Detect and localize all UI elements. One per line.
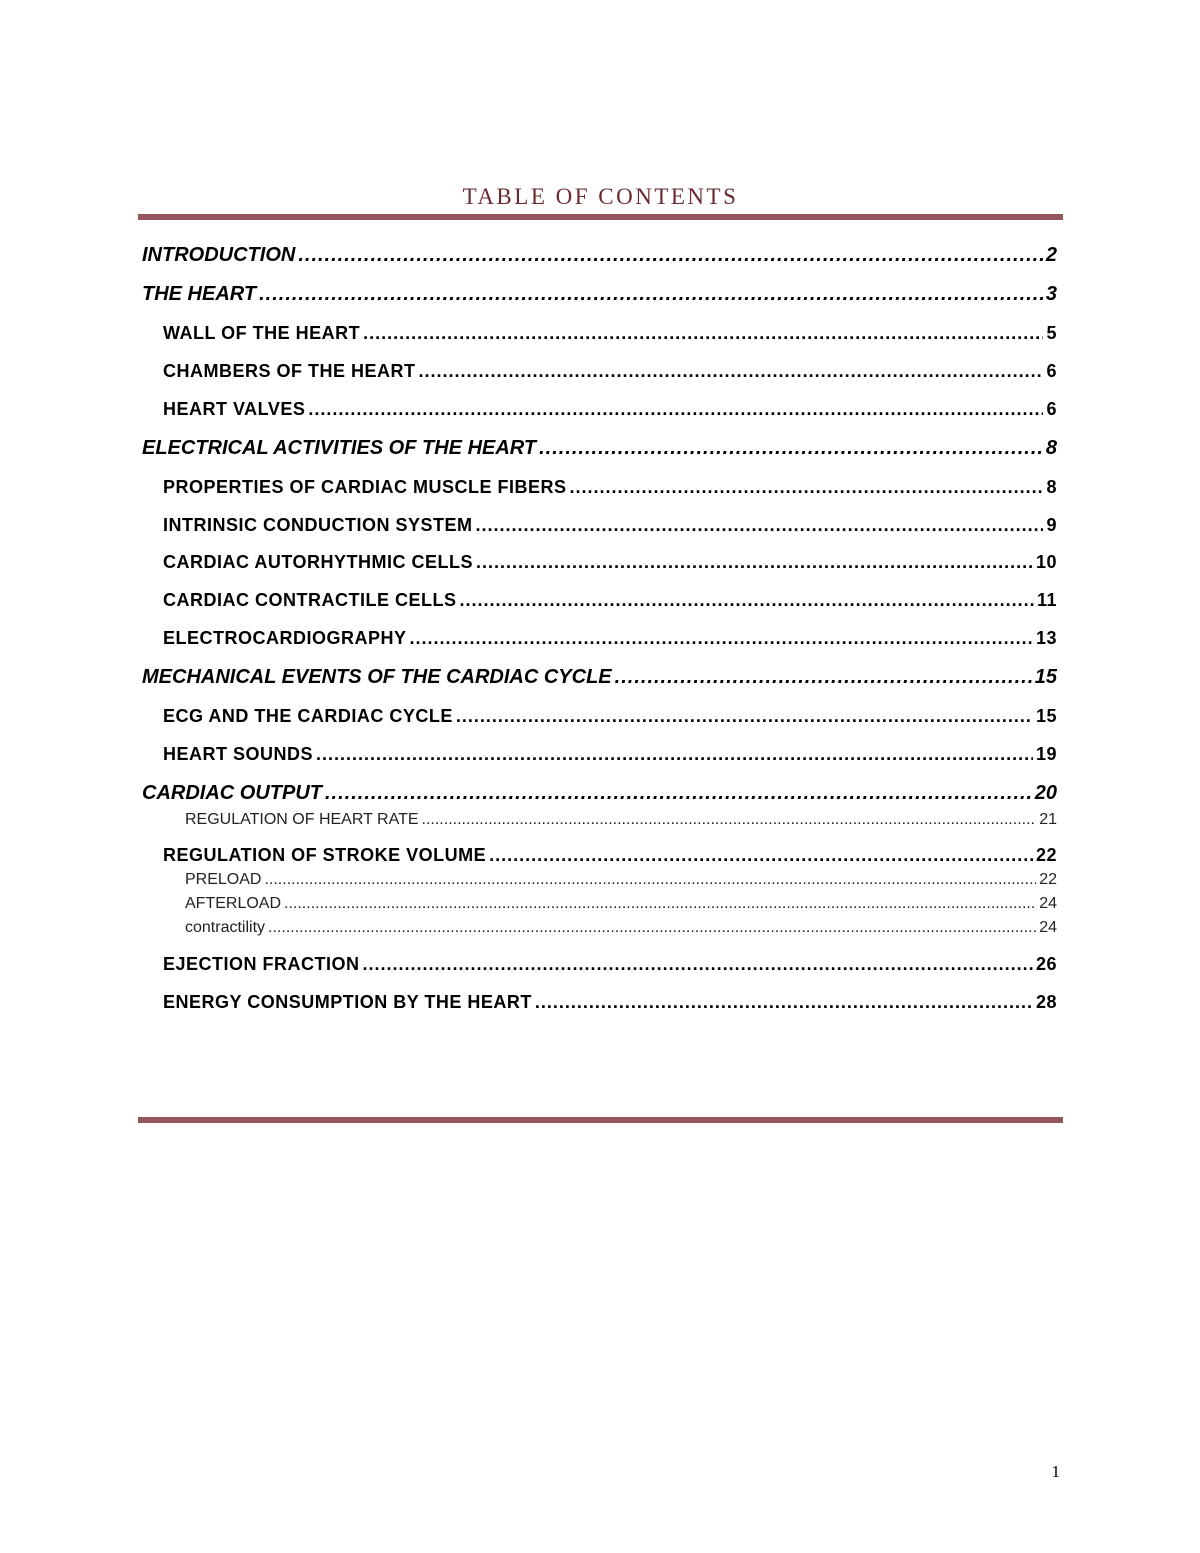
- dot-leader: [325, 782, 1032, 805]
- toc-entry-page: 5: [1046, 323, 1057, 343]
- toc-entry-label: WALL OF THE HEART: [163, 323, 361, 343]
- toc-entry-label: REGULATION OF HEART RATE: [185, 811, 419, 828]
- dot-leader: [410, 628, 1033, 649]
- toc-entry-heart-valves[interactable]: [163, 399, 1057, 420]
- toc-entry-wall-of-the-heart[interactable]: [163, 323, 1057, 344]
- toc-entry-page: 22: [1039, 871, 1057, 888]
- toc-entry-label: CARDIAC AUTORHYTHMIC CELLS: [163, 552, 473, 572]
- toc-entry-label: THE HEART: [142, 283, 257, 305]
- toc-entry-page: 24: [1039, 919, 1057, 936]
- toc-entry-properties-of-cardiac-muscle-fibers[interactable]: [163, 477, 1057, 498]
- dot-leader: [308, 399, 1043, 420]
- toc-entry-preload[interactable]: [185, 871, 1057, 889]
- toc-entry-page: 3: [1045, 283, 1057, 305]
- toc-entry-page: 9: [1046, 515, 1057, 535]
- toc-entry-page: 26: [1035, 954, 1057, 974]
- toc-entry-label: ELECTROCARDIOGRAPHY: [163, 628, 407, 648]
- page-number: 1: [1051, 1462, 1060, 1481]
- dot-leader: [268, 919, 1036, 937]
- dot-leader: [363, 954, 1033, 975]
- toc-entry-label: REGULATION OF STROKE VOLUME: [163, 845, 487, 865]
- toc-entry-label: CARDIAC OUTPUT: [142, 782, 322, 804]
- dot-leader: [419, 361, 1044, 382]
- toc-entry-label: CHAMBERS OF THE HEART: [163, 361, 416, 381]
- dot-leader: [456, 706, 1033, 727]
- dot-leader: [284, 895, 1036, 913]
- toc-entry-page: 19: [1035, 744, 1057, 764]
- dot-leader: [535, 992, 1033, 1013]
- toc-entry-the-heart[interactable]: [142, 283, 1057, 306]
- bottom-rule: [138, 1117, 1063, 1123]
- toc-entry-page: 22: [1035, 845, 1057, 865]
- toc-entry-label: ECG AND THE CARDIAC CYCLE: [163, 706, 453, 726]
- toc-entry-label: ELECTRICAL ACTIVITIES OF THE HEART: [142, 437, 537, 459]
- toc-entry-cardiac-autorhythmic-cells[interactable]: [163, 552, 1057, 573]
- toc-entry-label: INTRODUCTION: [142, 244, 296, 266]
- toc-entry-ecg-and-the-cardiac-cycle[interactable]: [163, 706, 1057, 727]
- toc-entry-mechanical-events[interactable]: [142, 666, 1057, 689]
- toc-entry-page: 11: [1036, 590, 1057, 610]
- toc-entry-energy-consumption[interactable]: [163, 992, 1057, 1013]
- toc-entry-label: HEART SOUNDS: [163, 744, 314, 764]
- toc-entry-page: 15: [1034, 666, 1057, 688]
- dot-leader: [298, 244, 1043, 267]
- dot-leader: [476, 552, 1033, 573]
- toc-entry-page: 10: [1035, 552, 1057, 572]
- dot-leader: [539, 437, 1043, 460]
- toc-entry-cardiac-output[interactable]: [142, 782, 1057, 805]
- toc-entry-label: contractility: [185, 919, 266, 936]
- dot-leader: [489, 845, 1033, 866]
- toc-entry-label: PRELOAD: [185, 871, 262, 888]
- toc-entry-label: PROPERTIES OF CARDIAC MUSCLE FIBERS: [163, 477, 567, 497]
- toc-entry-page: 8: [1045, 437, 1057, 459]
- toc-entry-page: 6: [1046, 361, 1057, 381]
- toc-entry-afterload[interactable]: [185, 895, 1057, 913]
- dot-leader: [316, 744, 1033, 765]
- toc-entry-cardiac-contractile-cells[interactable]: [163, 590, 1057, 611]
- toc-entry-chambers-of-the-heart[interactable]: [163, 361, 1057, 382]
- toc-entry-regulation-of-stroke-volume[interactable]: [163, 845, 1057, 866]
- dot-leader: [264, 871, 1036, 889]
- toc-entry-contractility[interactable]: [185, 919, 1057, 937]
- toc-entry-page: 28: [1035, 992, 1057, 1012]
- toc-entry-introduction[interactable]: [142, 244, 1057, 267]
- toc-entry-label: ENERGY CONSUMPTION BY THE HEART: [163, 992, 532, 1012]
- toc-entry-ejection-fraction[interactable]: [163, 954, 1057, 975]
- toc-entry-page: 6: [1046, 399, 1057, 419]
- toc-entry-electrical-activities[interactable]: [142, 437, 1057, 460]
- toc-entry-page: 2: [1045, 244, 1057, 266]
- dot-leader: [422, 811, 1037, 829]
- dot-leader: [460, 590, 1034, 611]
- toc-entry-page: 24: [1039, 895, 1057, 912]
- toc-entry-page: 15: [1035, 706, 1057, 726]
- toc-entry-page: 21: [1039, 811, 1057, 828]
- top-rule: [138, 214, 1063, 220]
- toc-entry-page: 13: [1035, 628, 1057, 648]
- dot-leader: [259, 283, 1043, 306]
- toc-entry-label: AFTERLOAD: [185, 895, 282, 912]
- toc-entry-label: HEART VALVES: [163, 399, 306, 419]
- toc-entry-electrocardiography[interactable]: [163, 628, 1057, 649]
- dot-leader: [363, 323, 1043, 344]
- dot-leader: [615, 666, 1032, 689]
- toc-entry-intrinsic-conduction-system[interactable]: [163, 515, 1057, 536]
- toc-entry-label: EJECTION FRACTION: [163, 954, 360, 974]
- toc-entry-heart-sounds[interactable]: [163, 744, 1057, 765]
- toc-entry-page: 20: [1034, 782, 1057, 804]
- toc-entry-label: CARDIAC CONTRACTILE CELLS: [163, 590, 457, 610]
- toc-title: TABLE OF CONTENTS: [462, 184, 739, 209]
- toc-entry-label: MECHANICAL EVENTS OF THE CARDIAC CYCLE: [142, 666, 612, 688]
- toc-entry-label: INTRINSIC CONDUCTION SYSTEM: [163, 515, 473, 535]
- dot-leader: [476, 515, 1044, 536]
- dot-leader: [570, 477, 1044, 498]
- toc-entry-page: 8: [1046, 477, 1057, 497]
- toc-entry-regulation-of-heart-rate[interactable]: [185, 811, 1057, 829]
